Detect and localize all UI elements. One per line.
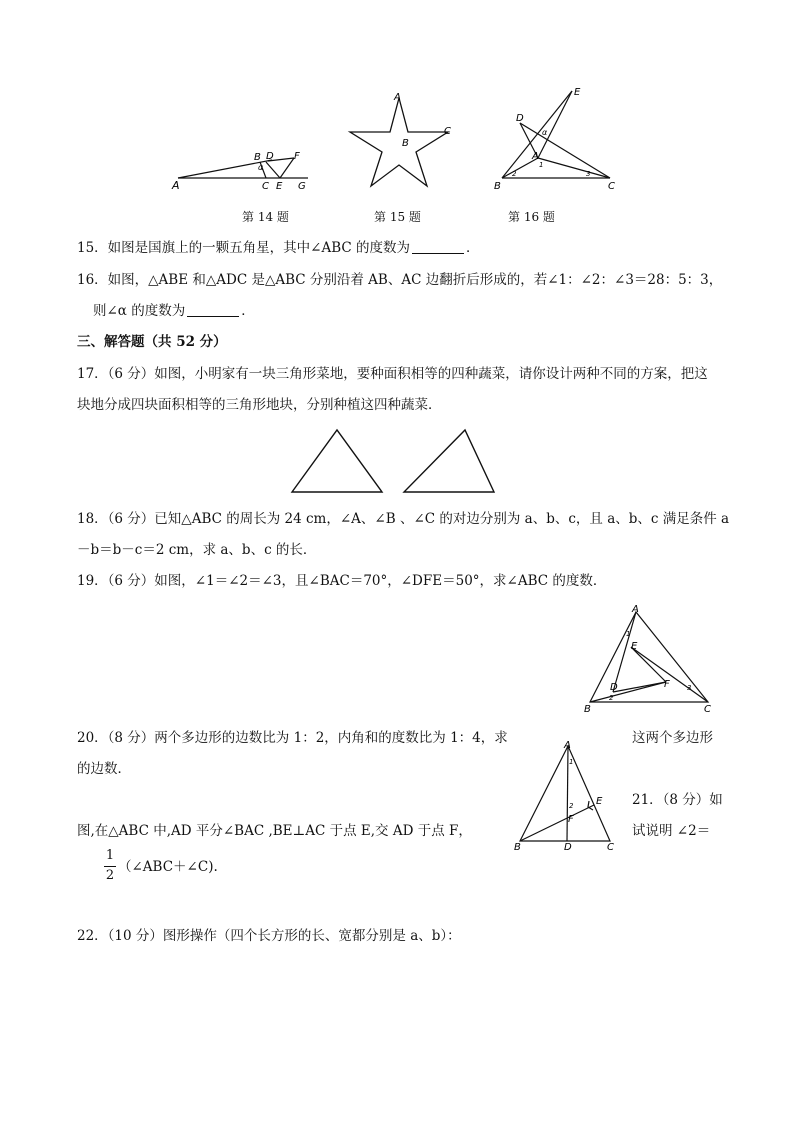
star-outline <box>350 98 448 186</box>
label-c: C <box>704 704 711 714</box>
question-18-line-2: －b＝b－c＝2 cm，求 a、b、c 的长． <box>77 542 317 558</box>
label-e: E <box>596 796 603 807</box>
question-21-line-3: （∠ABC＋∠C). <box>118 859 218 875</box>
triangle-field-figures <box>288 426 500 496</box>
label-b: B <box>514 842 521 852</box>
segment-fe <box>280 158 294 178</box>
answer-blank <box>412 240 464 254</box>
caption-fig15: 第 15 题 <box>374 210 421 224</box>
question-20-line-1a: 20．（8 分）两个多边形的边数比为 1：2，内角和的度数比为 1：4，求 <box>77 730 508 746</box>
label-c: C <box>607 842 614 852</box>
label-a: A <box>172 179 180 192</box>
label-f: F <box>568 814 574 825</box>
label-a: A <box>394 92 401 103</box>
triangle-right <box>404 430 494 492</box>
triangle-left <box>292 430 382 492</box>
question-21-line-1: 21．（8 分）如 <box>632 792 723 808</box>
answer-blank <box>187 303 239 317</box>
question-20-line-2: 的边数． <box>77 761 131 777</box>
segment-ce <box>631 647 708 702</box>
label-c: C <box>444 126 451 137</box>
label-d: D <box>266 151 274 162</box>
label-angle-3: 3 <box>586 170 591 178</box>
question-20-line-1b: 这两个多边形 <box>632 730 713 746</box>
label-b: B <box>584 704 591 714</box>
label-b: B <box>494 181 501 192</box>
figure-14 <box>170 146 315 194</box>
label-a: A <box>564 740 571 751</box>
question-17-line-1: 17．（6 分）如图，小明家有一块三角形菜地，要种面积相等的四种蔬菜，请你设计两种不同的方案，把这 <box>77 366 708 382</box>
figure-21 <box>510 738 620 852</box>
question-15-text: 15．如图是国旗上的一颗五角星，其中∠ABC 的度数为 <box>77 240 411 256</box>
question-19-line-1: 19．（6 分）如图，∠1＝∠2＝∠3，且∠BAC＝70°，∠DFE＝50°，求∠ABC 的度数． <box>77 573 607 589</box>
label-alpha: α <box>542 128 548 137</box>
label-e: E <box>631 641 638 652</box>
question-16-line-1: 16．如图，△ABE 和△ADC 是△ABC 分别沿着 AB、AC 边翻折后形成的，若∠1：∠2：∠3＝28：5：3， <box>77 272 723 288</box>
label-angle-1: 1 <box>626 630 631 638</box>
segment-de <box>266 162 280 178</box>
label-b: B <box>254 152 261 163</box>
segment-ac <box>538 158 610 178</box>
segment-ea <box>538 91 572 158</box>
question-16-text: 则∠α 的度数为 <box>93 303 186 319</box>
triangle-abc <box>520 746 610 841</box>
segment-ad <box>567 746 568 841</box>
question-15 <box>77 238 480 258</box>
caption-fig14: 第 14 题 <box>242 210 289 224</box>
question-21-line-2a: 图,在△ABC 中,AD 平分∠BAC ,BE⊥AC 于点 E,交 AD 于点 F， <box>77 823 472 839</box>
label-f: F <box>664 679 670 690</box>
figure-16 <box>490 83 625 193</box>
segment-ef <box>631 647 666 682</box>
figure-19 <box>578 602 718 714</box>
section-heading: 三、解答题（共 52 分） <box>77 334 227 350</box>
label-f: F <box>294 151 300 162</box>
label-angle-3: 3 <box>687 684 692 692</box>
question-16-line-2 <box>93 301 255 321</box>
label-alpha: α <box>258 163 264 172</box>
fraction-bar <box>104 866 116 867</box>
figure-15 <box>340 88 460 192</box>
label-angle-2: 2 <box>512 170 517 178</box>
label-d: D <box>610 682 618 693</box>
question-22-line-1: 22．（10 分）图形操作（四个长方形的长、宽都分别是 a、b）： <box>77 928 461 944</box>
label-angle-2: 2 <box>609 694 614 702</box>
question-21-line-2b: 试说明 ∠2＝ <box>632 823 711 839</box>
label-b: B <box>402 138 409 149</box>
question-16-end: ． <box>241 303 255 319</box>
label-angle-2: 2 <box>569 802 574 810</box>
label-e: E <box>574 87 581 98</box>
label-d: D <box>564 842 572 852</box>
segment-ad <box>613 612 636 692</box>
segment-df <box>613 682 666 692</box>
label-c: C <box>608 181 615 192</box>
label-a: A <box>532 151 539 162</box>
fraction-numerator: 1 <box>105 848 115 863</box>
question-18-line-1: 18．（6 分）已知△ABC 的周长为 24 cm，∠A、∠B 、∠C 的对边分别为 a、b、c，且 a、b、c 满足条件 a <box>77 511 730 527</box>
segment-be <box>520 805 594 841</box>
label-g: G <box>298 181 306 192</box>
label-a: A <box>632 604 639 615</box>
segment-bf <box>590 682 666 702</box>
label-d: D <box>516 113 524 124</box>
fraction-denominator: 2 <box>105 868 115 883</box>
caption-fig16: 第 16 题 <box>508 210 555 224</box>
label-c: C <box>262 181 269 192</box>
question-15-end: ． <box>466 240 480 256</box>
label-e: E <box>276 181 283 192</box>
label-angle-1: 1 <box>569 758 574 766</box>
question-17-line-2: 块地分成四块面积相等的三角形地块，分别种植这四种蔬菜． <box>77 397 442 413</box>
label-angle-1: 1 <box>539 161 544 169</box>
